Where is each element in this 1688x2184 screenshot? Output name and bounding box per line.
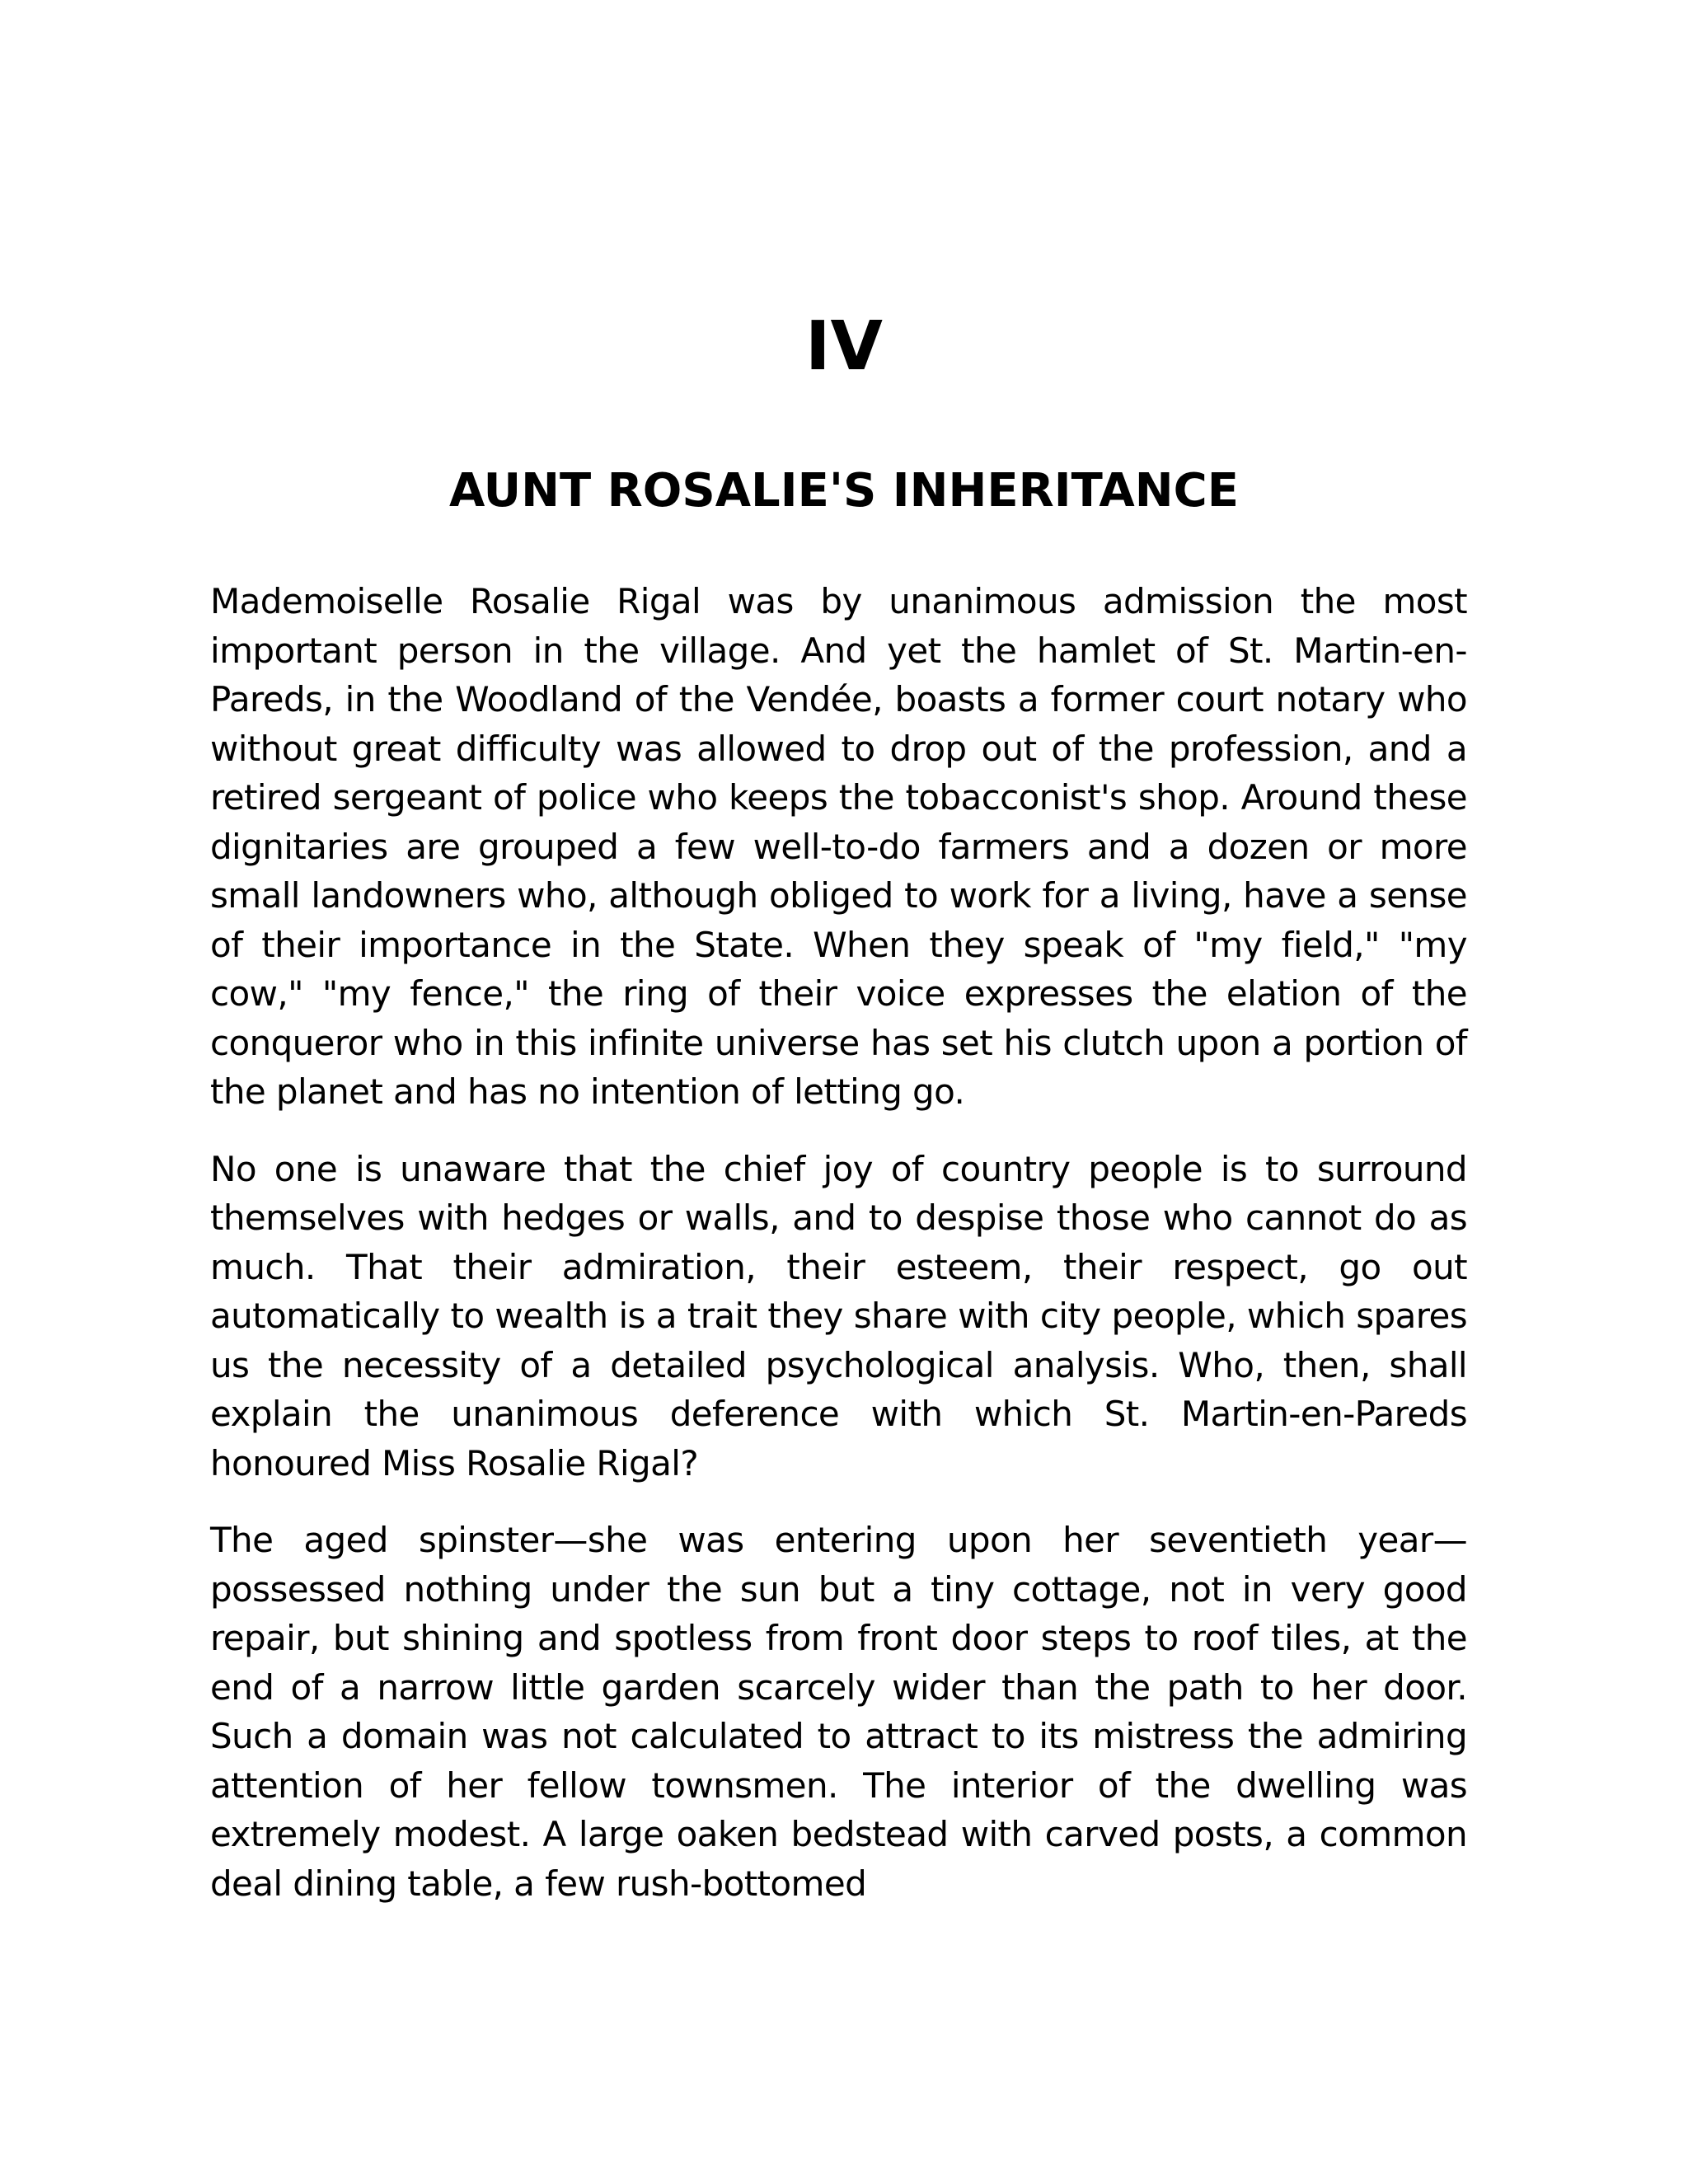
chapter-body [210, 577, 1467, 1936]
paragraph-1: Mademoiselle Rosalie Rigal was by unanimous admission the most important person in the village. And yet the hamlet of St. Martin-en-Pareds, in the Woodland of the Vendée, boasts a former court notary who without great difficulty was allowed to drop out of the profession, and a retired sergeant of police who keeps the tobacconist's shop. Around these dignitaries are grouped a few well-to-do farmers and a dozen or more small landowners who, although obliged to work for a living, have a sense of their importance in the State. When they speak of "my field," "my cow," "my fence," the ring of their voice expresses the elation of the conqueror who in this infinite universe has set his clutch upon a portion of the planet and has no intention of letting go. [210, 581, 1467, 1112]
chapter-number: IV [805, 307, 883, 386]
paragraph-2: No one is unaware that the chief joy of country people is to surround themselves with hedges or walls, and to despise those who cannot do as much. That their admiration, their esteem, their respect, go out automatically to wealth is a trait they share with city people, which spares us the necessity of a detailed psychological analysis. Who, then, shall explain the unanimous deference with which St. Martin-en-Pareds honoured Miss Rosalie Rigal? [210, 1148, 1467, 1483]
chapter-title: AUNT ROSALIE'S INHERITANCE [449, 464, 1239, 518]
paragraph-3: The aged spinster—she was entering upon her seventieth year—possessed nothing under the sun but a tiny cottage, not in very good repair, but shining and spotless from front door steps to roof tiles, at the end of a narrow little garden scarcely wider than the path to her door. Such a domain was not calculated to attract to its mistress the admiring attention of her fellow townsmen. The interior of the dwelling was extremely modest. A large oaken bedstead with carved posts, a common deal dining table, a few rush-bottomed [210, 1520, 1467, 1904]
